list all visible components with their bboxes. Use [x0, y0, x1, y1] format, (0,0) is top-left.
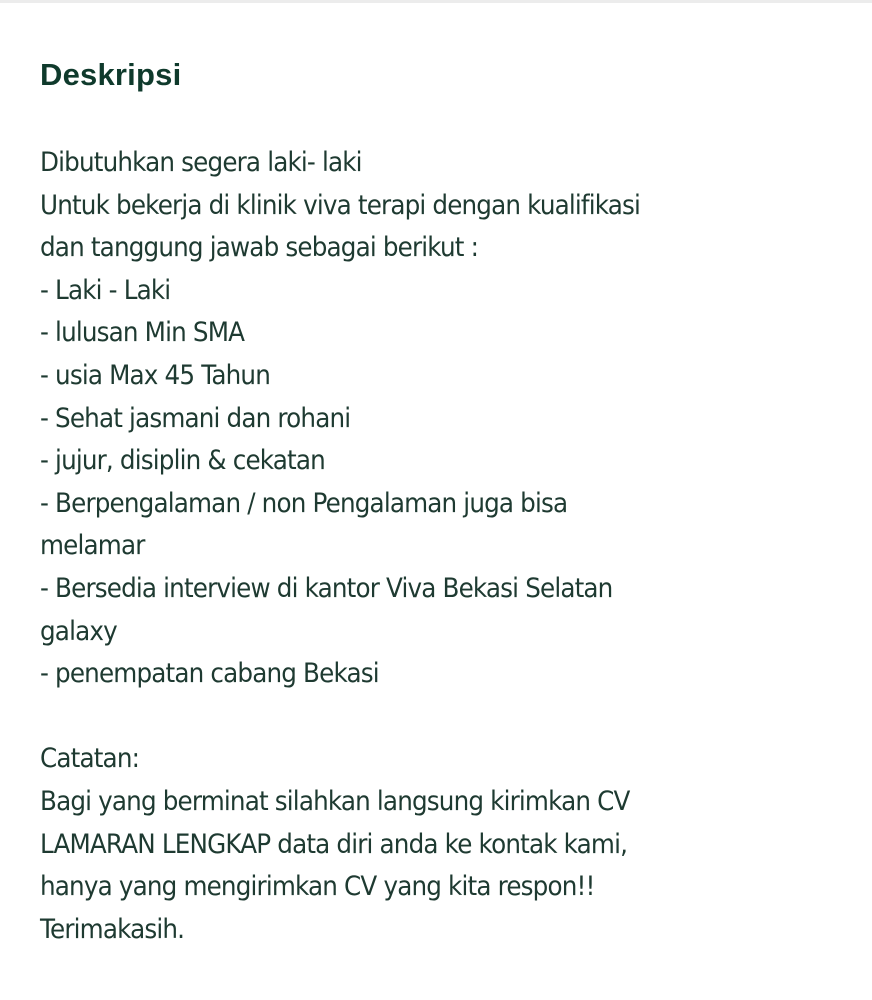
section-title: Deskripsi	[40, 57, 182, 92]
requirement-item: - Laki - Laki	[40, 274, 171, 306]
requirement-item: - jujur, disiplin & cekatan	[40, 445, 325, 477]
requirement-item-continued: galaxy	[40, 615, 117, 647]
description-line: Dibutuhkan segera laki- laki	[40, 147, 362, 178]
requirement-item: - Sehat jasmani dan rohani	[40, 402, 351, 434]
requirement-item: - lulusan Min SMA	[40, 317, 245, 349]
requirement-item: - usia Max 45 Tahun	[40, 359, 270, 391]
description-line: dan tanggung jawab sebagai berikut :	[40, 232, 479, 264]
requirement-item: - penempatan cabang Bekasi	[40, 658, 379, 690]
requirement-item: - Bersedia interview di kantor Viva Bekasi Selatan	[40, 572, 613, 604]
description-body	[40, 142, 840, 951]
closing-line: Terimakasih.	[40, 913, 185, 945]
top-divider	[0, 0, 872, 3]
description-section	[40, 52, 840, 951]
blank-line	[40, 696, 840, 739]
requirement-item: - Berpengalaman / non Pengalaman juga bisa	[40, 487, 568, 519]
description-line: Untuk bekerja di klinik viva terapi dengan kualifikasi	[40, 189, 641, 221]
notes-label: Catatan:	[40, 743, 140, 775]
notes-line: hanya yang mengirimkan CV yang kita respon!!	[40, 871, 595, 903]
notes-line: LAMARAN LENGKAP data diri anda ke kontak kami,	[40, 828, 628, 860]
requirement-item-continued: melamar	[40, 530, 145, 562]
notes-line: Bagi yang berminat silahkan langsung kirimkan CV	[40, 785, 630, 817]
